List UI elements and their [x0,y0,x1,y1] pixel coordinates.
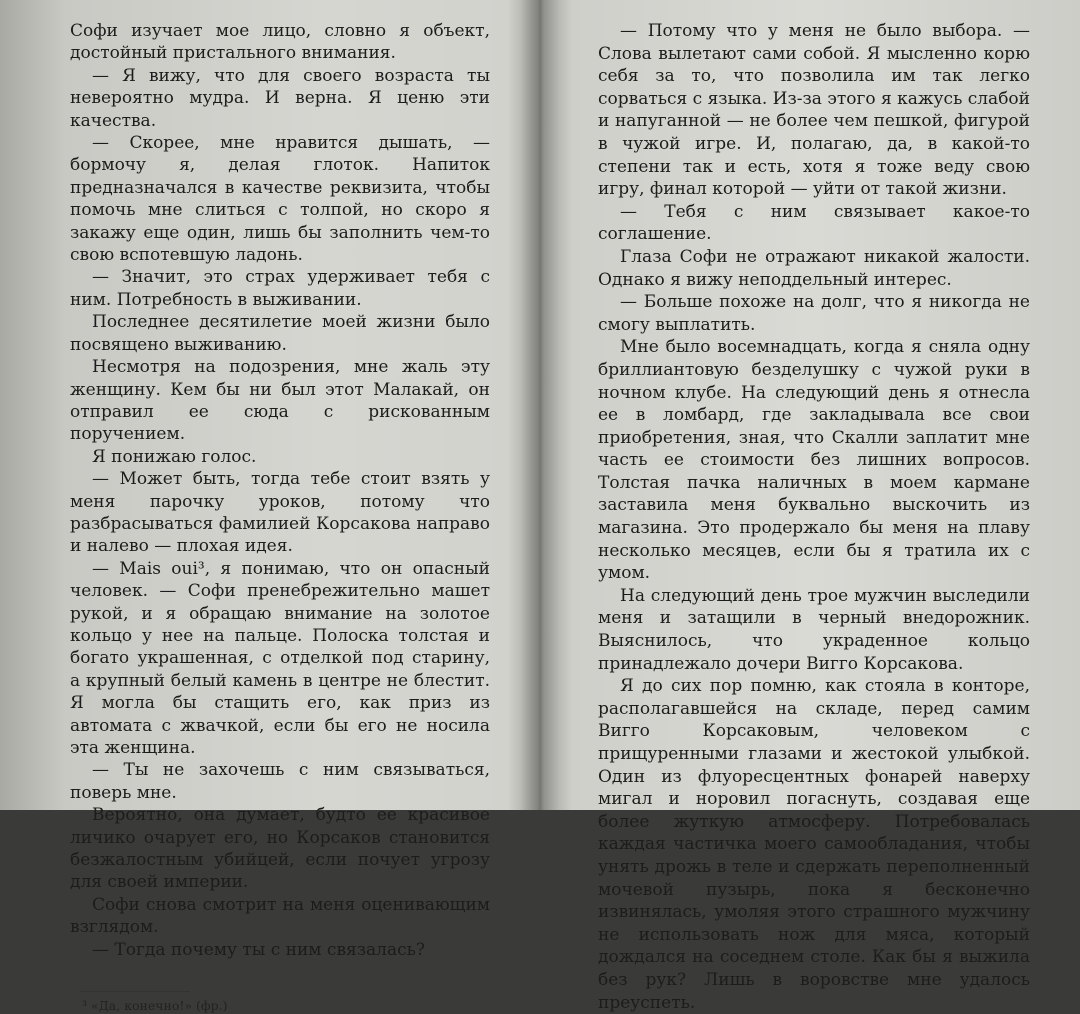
paragraph: Вероятно, она думает, будто ее красивое личико очарует его, но Корсаков становится безжалостным убийцей, если почует угрозу для своей империи. [70,805,490,893]
left-page [70,20,490,1014]
paragraph: Я понижаю голос. [92,446,257,467]
paragraph: Несмотря на подозрения, мне жаль эту женщину. Кем бы ни был этот Малакай, он отправил ее сюда с рискованным поручением. [70,357,490,445]
paragraph: — Значит, это страх удерживает тебя с ним. Потребность в выживании. [70,267,490,310]
paragraph: Глаза Софи не отражают никакой жалости. Однако я вижу неподдельный интерес. [598,246,1030,290]
paragraph: — Ты не захочешь с ним связываться, поверь мне. [70,760,490,803]
right-page [598,20,1030,1013]
paragraph: — Может быть, тогда тебе стоит взять у меня парочку уроков, потому что разбрасываться фамилией Корсакова направо и налево — плохая идея. [70,469,490,557]
book-gutter [520,0,560,810]
paragraph: — Скорее, мне нравится дышать, — бормочу я, делая глоток. Напиток предназначался в качестве реквизита, чтобы помочь мне слиться с толпой, но скоро я закажу еще один, лишь бы заполнить чем-то свою вспотевшую ладонь. [70,133,490,266]
paragraph: — Потому что у меня не было выбора. — Слова вылетают сами собой. Я мысленно корю себя за то, что позволила им так легко сорваться с языка. Из-за этого я кажусь слабой и напуганной — не более чем пешкой, фигурой в чужой игре. И, полагаю, да, в какой-то степени так и есть, хотя я тоже веду свою игру, финал которой — уйти от такой жизни. [598,21,1030,200]
paragraph: — Больше похоже на долг, что я никогда не смогу выплатить. [598,292,1030,335]
paragraph: Я до сих пор помню, как стояла в конторе, располагавшейся на складе, перед самим Вигго Корсаковым, человеком с прищуренными глазами и жестокой улыбкой. Один из флуоресцентных фонарей наверху мигал и норовил погаснуть, создавая еще более жуткую атмосферу. Потребовалась каждая частичка моего самообладания, чтобы унять дрожь в теле и сдержать переполненный мочевой пузырь, пока я бесконечно извинялась, умоляя этого страшного мужчину не использовать нож для мяса, который дождался на соседнем столе. Как бы я выжила без рук? Лишь в воровстве мне удалось преуспеть. [598,676,1030,1013]
footnote-divider [80,991,190,992]
paragraph: — Mais oui³, я понимаю, что он опасный человек. — Софи пренебрежительно машет рукой, и я обращаю внимание на золотое кольцо у нее на пальце. Полоска толстая и богато украшенная, с отделкой под старину, а крупный белый камень в центре не блестит. Я могла бы стащить его, как приз из автомата с жвачкой, если бы его не носила эта женщина. [70,558,490,758]
paragraph: — Я вижу, что для своего возраста ты невероятно мудра. И верна. Я ценю эти качества. [70,65,490,131]
paragraph: Последнее десятилетие моей жизни было посвящено выживанию. [70,312,490,355]
paragraph: Софи снова смотрит на меня оценивающим взглядом. [70,894,490,938]
paragraph: — Тогда почему ты с ним связалась? [92,939,425,960]
paragraph: Софи изучает мое лицо, словно я объект, достойный пристального внимания. [70,21,490,64]
footnote: ³ «Да, конечно!» (фр.) [82,998,228,1014]
paragraph: — Тебя с ним связывает какое-то соглашение. [598,201,1030,245]
paragraph: На следующий день трое мужчин выследили меня и затащили в черный внедорожник. Выяснилось, что украденное кольцо принадлежало дочери Вигго Корсакова. [598,585,1030,674]
paragraph: Мне было восемнадцать, когда я сняла одну бриллиантовую безделушку с чужой руки в ночном клубе. На следующий день я отнесла ее в ломбард, где закладывала все свои приобретения, зная, что Скалли заплатит мне часть ее стоимости без лишних вопросов. Толстая пачка наличных в моем кармане заставила меня буквально выскочить из магазина. Это продержало бы меня на плаву несколько месяцев, если бы я тратила их с умом. [598,337,1030,584]
